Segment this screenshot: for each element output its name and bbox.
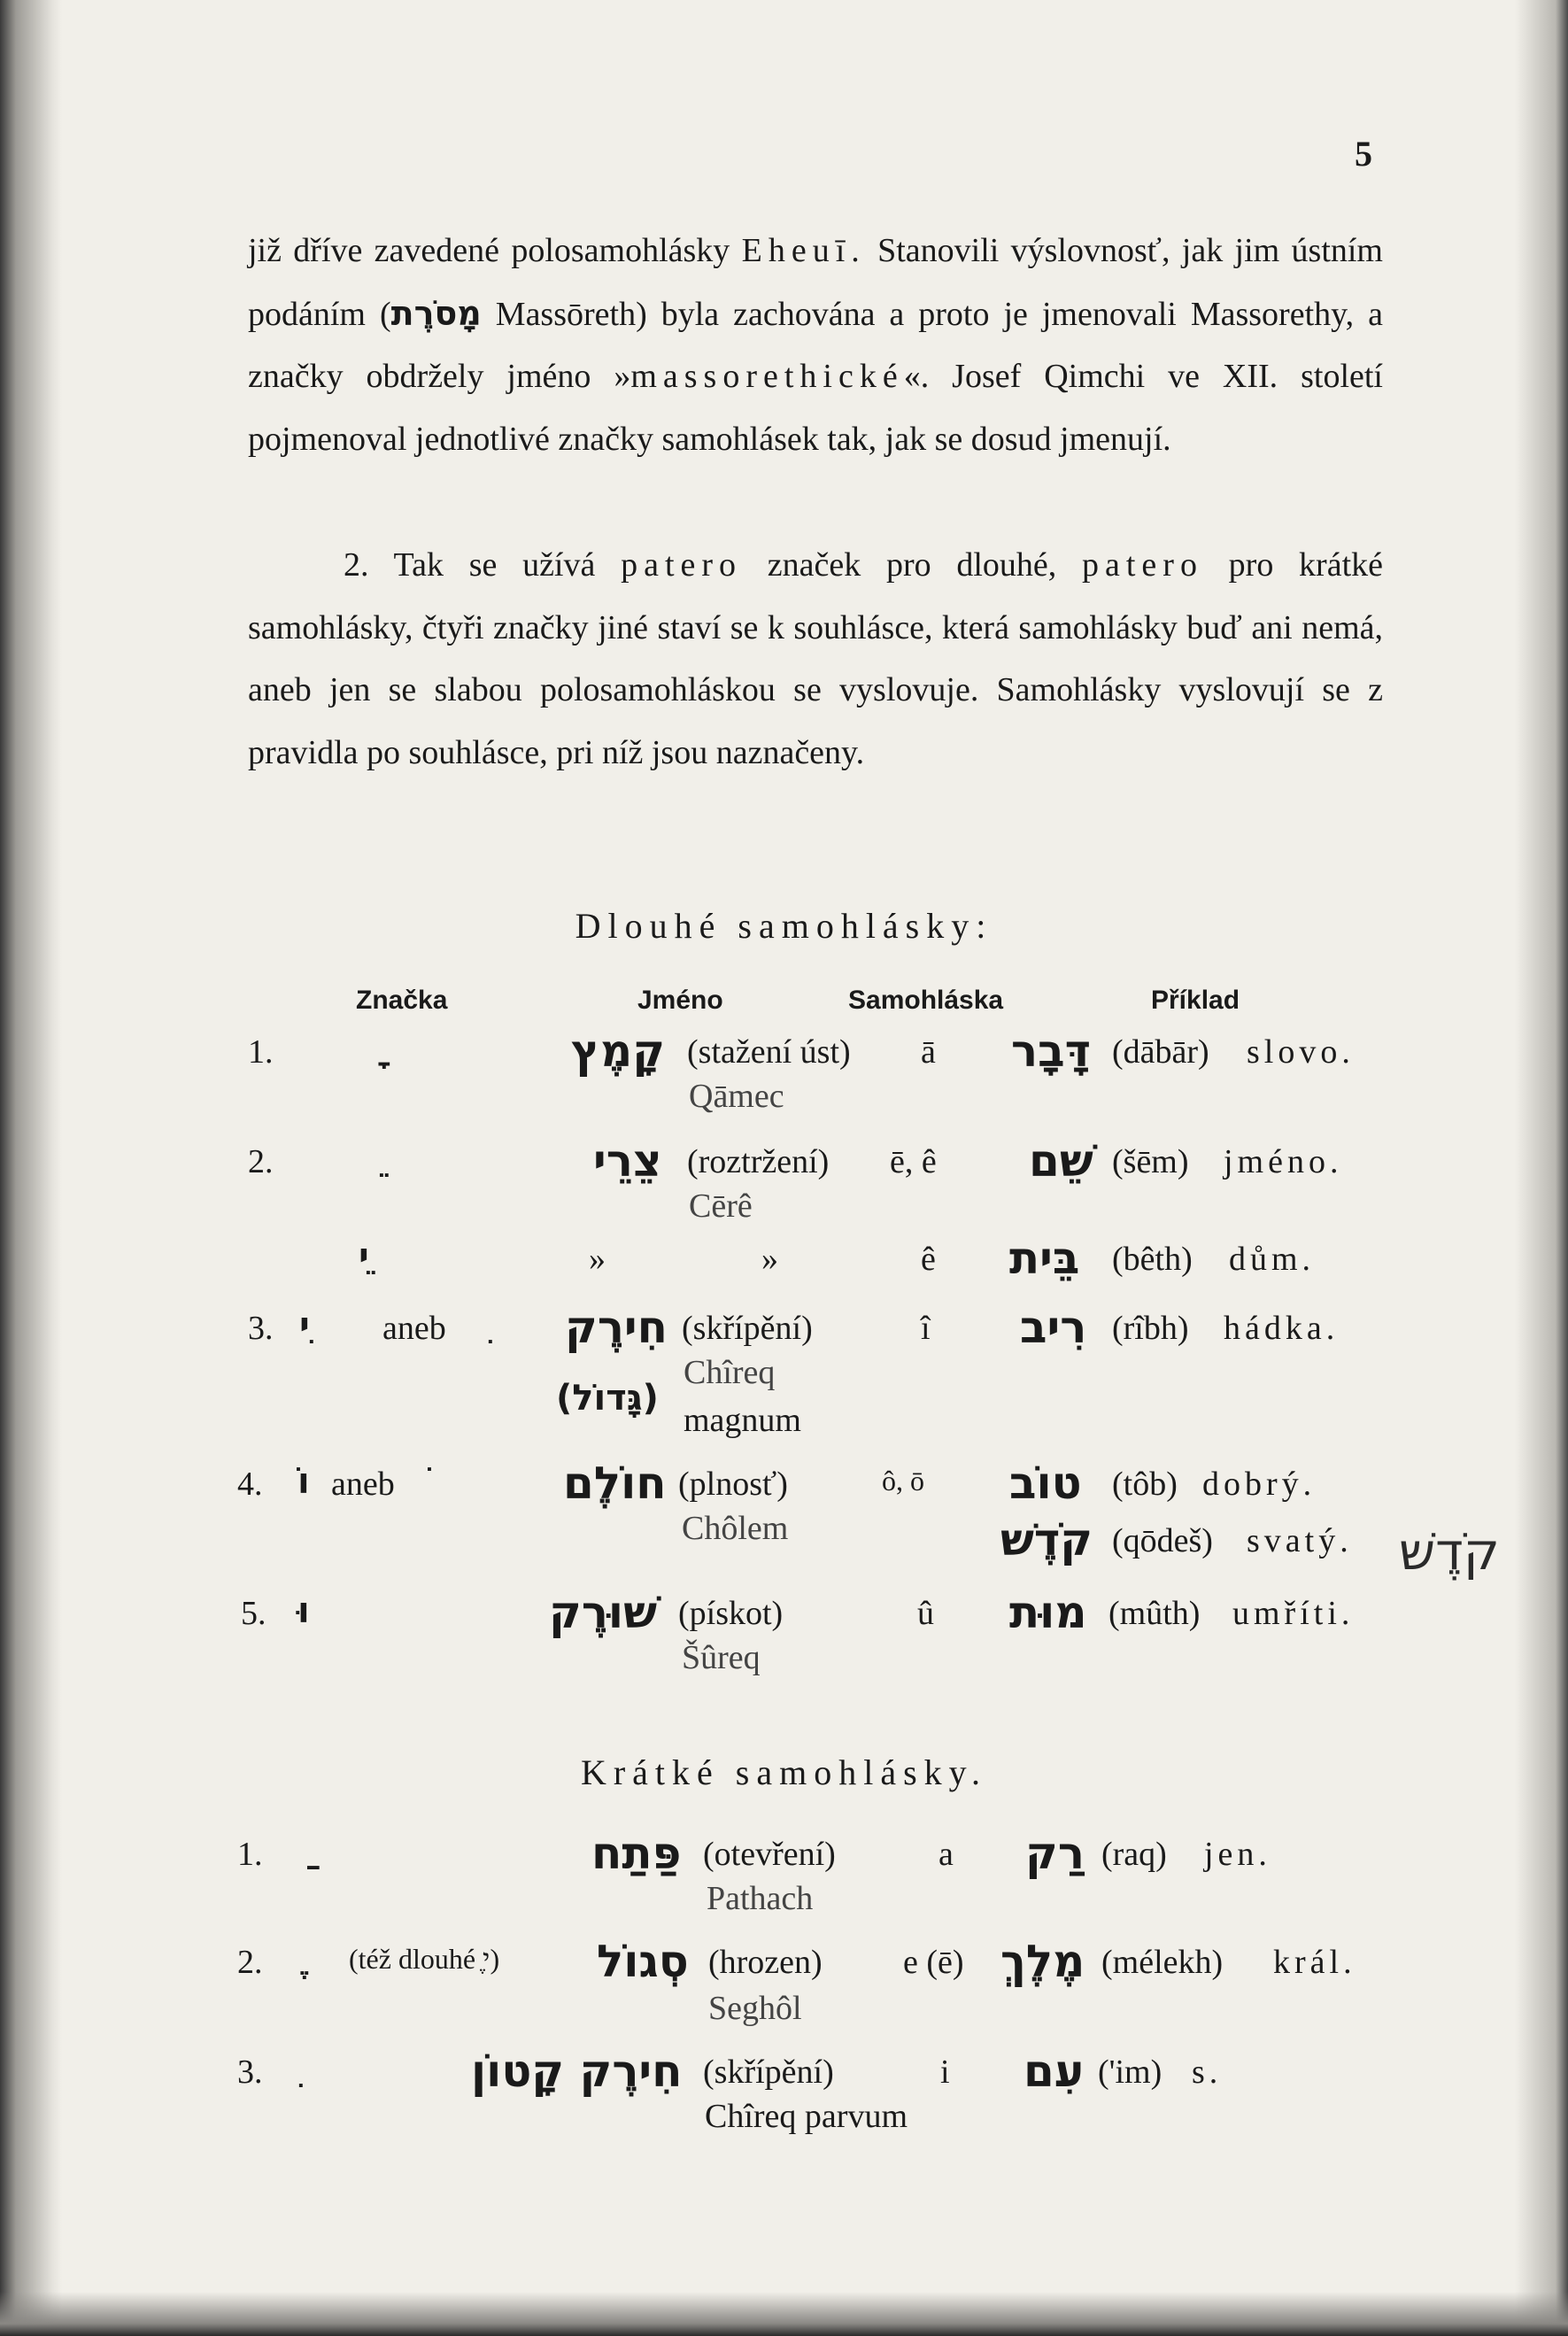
row-number: 4. xyxy=(237,1466,263,1503)
intro-paragraph-2: 2. Tak se užívá patero značek pro dlouhé, patero pro krátké samohlásky, čtyři značky jiné staví se k souhlásce, která samohlásky buď ani nemá, aneb jen se slabou polosamohláskou se vyslovuje. Samohlásky vyslovují se z pravidla po souhlásce, pri níž jsou naznačeny. xyxy=(248,546,1384,771)
example-hebrew: שֵׁם xyxy=(1029,1135,1093,1187)
vowel-name-hebrew: קָמֶץ xyxy=(571,1025,666,1077)
vowel-meaning: (otevření) xyxy=(703,1836,836,1873)
example-transliteration: (dābār) xyxy=(1112,1033,1209,1071)
vowel-sound: ô, ō xyxy=(882,1465,924,1497)
example-hebrew: בֵּית xyxy=(1009,1233,1080,1284)
example-meaning: jméno. xyxy=(1224,1143,1343,1180)
example-hebrew: דָּבָר xyxy=(1011,1025,1091,1077)
vowel-name: Pathach xyxy=(707,1880,814,1917)
example-transliteration: (raq) xyxy=(1101,1836,1167,1873)
table-row xyxy=(0,1587,1568,1676)
vowel-sound: i xyxy=(940,2054,950,2091)
intro-paragraph-1: již dříve zavedené polosamohlásky Eheuī. Stanovili výslovnosť, jak jim ústním podáním (מָסֹרֶת Massōreth) byla zachována a proto je jmenovali Massorethy, a značky obdržely jméno »massorethické«. Josef Qimchi ve XII. století pojmenoval jednotlivé značky samohlásek tak, jak se dosud jmenují. xyxy=(248,232,1384,458)
example-hebrew: עִם xyxy=(1023,2046,1085,2097)
vowel-sign: וֹ xyxy=(297,1461,310,1502)
row-number: 3. xyxy=(248,1310,274,1347)
aneb-label: aneb xyxy=(331,1466,395,1503)
example-meaning-2: svatý. xyxy=(1247,1522,1353,1559)
vowel-sound: ê xyxy=(921,1241,936,1278)
vowel-note: (též dlouhé ֶי) xyxy=(349,1943,500,1975)
example-meaning: hádka. xyxy=(1224,1310,1340,1347)
ditto-mark: » xyxy=(761,1241,778,1278)
example-hebrew-2: קֹדֶשׁ xyxy=(1000,1514,1093,1566)
example-meaning: umříti. xyxy=(1232,1595,1355,1632)
row-number: 2. xyxy=(237,1944,263,1981)
example-transliteration: (šēm) xyxy=(1112,1143,1189,1180)
vowel-name-extra: magnum xyxy=(684,1402,801,1439)
vowel-meaning: (skřípění) xyxy=(703,2054,834,2091)
example-meaning: slovo. xyxy=(1247,1033,1355,1071)
example-meaning: s. xyxy=(1192,2054,1223,2091)
example-hebrew: רִיב xyxy=(1020,1302,1087,1353)
ditto-mark: » xyxy=(589,1241,606,1278)
vowel-name-hebrew: חִירֶק קָטוֹן xyxy=(471,2046,683,2097)
vowel-name-hebrew-extra: (גָּדוֹל) xyxy=(556,1378,659,1419)
example-hebrew: טוֹב xyxy=(1009,1458,1082,1509)
aneb-label: aneb xyxy=(382,1310,446,1347)
long-vowels-heading: Dlouhé samohlásky: xyxy=(575,906,993,946)
table-row xyxy=(0,1828,1568,1917)
table-row xyxy=(0,1302,1568,1439)
row-number: 5. xyxy=(241,1595,266,1632)
example-hebrew: מוּת xyxy=(1009,1587,1087,1638)
vowel-name: Qāmec xyxy=(689,1078,784,1115)
example-hebrew: רַק xyxy=(1025,1828,1085,1879)
vowel-name-hebrew: סְגוֹל xyxy=(597,1936,689,1987)
vowel-name: Cērê xyxy=(689,1187,753,1225)
vowel-meaning: (plnosť) xyxy=(678,1466,788,1503)
example-meaning: jen. xyxy=(1204,1836,1271,1873)
vowel-name: Chôlem xyxy=(682,1510,789,1547)
example-transliteration: ('im) xyxy=(1098,2054,1162,2091)
short-vowels-heading: Krátké samohlásky. xyxy=(580,1752,988,1792)
vowel-name-hebrew: חוֹלֶם xyxy=(563,1458,667,1509)
vowel-name: Chîreq parvum xyxy=(705,2098,908,2135)
column-header-example: Příklad xyxy=(1151,986,1240,1015)
column-header-sign: Značka xyxy=(356,986,448,1015)
row-number: 1. xyxy=(237,1836,263,1873)
example-transliteration-2: (qōdeš) xyxy=(1112,1522,1213,1559)
table-row xyxy=(0,1025,1568,1115)
example-transliteration: (tôb) xyxy=(1112,1466,1178,1503)
vowel-name: Chîreq xyxy=(684,1354,776,1391)
vowel-sound: û xyxy=(917,1595,934,1632)
vowel-name: Seghôl xyxy=(708,1990,802,2027)
vowel-name: Šûreq xyxy=(682,1639,761,1676)
vowel-meaning: (pískot) xyxy=(678,1595,784,1632)
margin-handwritten-note: קֹדֶשׁ xyxy=(1399,1521,1500,1582)
row-number: 3. xyxy=(237,2054,263,2091)
vowel-meaning: (roztržení) xyxy=(687,1143,830,1180)
example-meaning: dům. xyxy=(1229,1241,1316,1278)
column-header-vowel: Samohláska xyxy=(848,986,1004,1015)
table-row xyxy=(0,1135,1568,1225)
vowel-sign: ִי xyxy=(299,1305,310,1346)
vowel-name-hebrew: שׁוּרֶק xyxy=(549,1587,657,1638)
example-transliteration: (bêth) xyxy=(1112,1241,1193,1278)
table-row xyxy=(0,2046,1568,2135)
example-meaning: dobrý. xyxy=(1202,1466,1317,1503)
vowel-name-hebrew: צֵרֵי xyxy=(593,1135,662,1187)
vowel-sound: ā xyxy=(921,1033,936,1071)
row-number: 1. xyxy=(248,1033,274,1071)
vowel-meaning: (skřípění) xyxy=(682,1310,813,1347)
vowel-sound: î xyxy=(921,1310,931,1347)
vowel-sound: ē, ê xyxy=(890,1143,937,1180)
vowel-sound: a xyxy=(938,1836,954,1873)
column-header-name: Jméno xyxy=(637,986,723,1015)
vowel-sound: e (ē) xyxy=(903,1944,964,1981)
table-row xyxy=(0,1936,1568,2027)
example-transliteration: (mélekh) xyxy=(1101,1944,1224,1981)
example-transliteration: (mûth) xyxy=(1108,1595,1201,1632)
row-number: 2. xyxy=(248,1143,274,1180)
vowel-sign: וּ xyxy=(297,1590,310,1631)
example-transliteration: (rîbh) xyxy=(1112,1310,1189,1347)
vowel-meaning: (stažení úst) xyxy=(687,1033,851,1071)
vowel-name-hebrew: פַּתַח xyxy=(591,1828,682,1879)
vowel-sign: ֵי xyxy=(359,1236,369,1277)
example-meaning: král. xyxy=(1273,1944,1356,1981)
vowel-name-hebrew: חִירֶק xyxy=(565,1302,668,1353)
table-row xyxy=(0,1233,1568,1293)
table-row xyxy=(0,1458,1568,1566)
page-number: 5 xyxy=(1355,134,1372,174)
page-edge-bottom xyxy=(0,2292,1568,2336)
vowel-meaning: (hrozen) xyxy=(708,1944,823,1981)
example-hebrew: מֶלֶךְ xyxy=(1000,1936,1085,1987)
